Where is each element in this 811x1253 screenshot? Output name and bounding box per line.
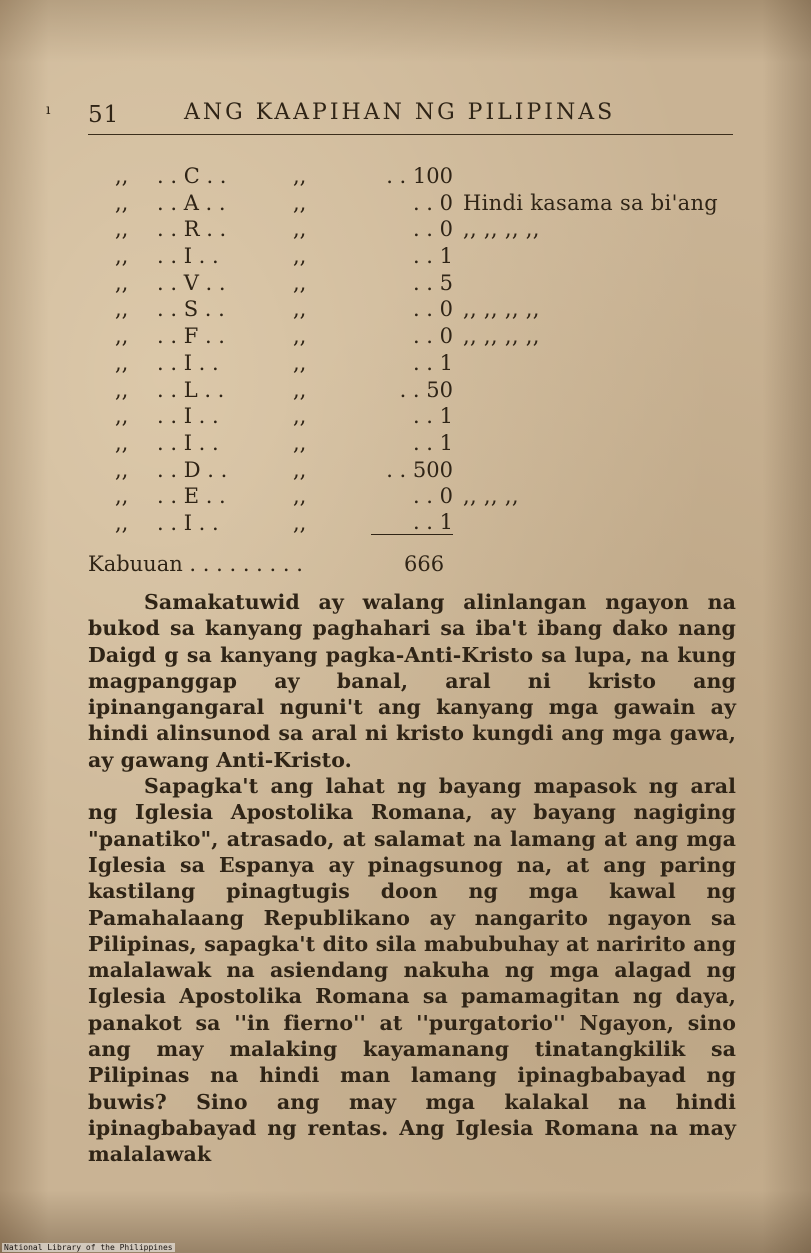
- ledger-letter: . . R . .: [157, 217, 227, 242]
- ledger-value: . . 0: [412, 190, 453, 215]
- ditto-mark: ,,: [115, 270, 129, 295]
- ledger-value: . . 0: [412, 217, 453, 242]
- ledger-note: ,, ,, ,, ,,: [463, 324, 540, 349]
- ditto-mark: ,,: [115, 164, 129, 188]
- header-rule: [88, 134, 733, 135]
- ditto-mark: ,,: [293, 164, 307, 188]
- ditto-mark: ,,: [115, 404, 129, 429]
- ledger-letter: . . F . .: [157, 324, 225, 349]
- ditto-mark: ,,: [115, 377, 129, 402]
- total-value: 666: [404, 552, 445, 576]
- ledger-note: Hindi kasama sa bi'ang: [463, 190, 719, 215]
- ledger-letter: . . C . .: [157, 164, 227, 188]
- ledger-letter: . . D . .: [157, 457, 228, 482]
- page-number: 51: [88, 102, 120, 128]
- ditto-mark: ,,: [115, 190, 129, 215]
- running-head: ANG KAAPIHAN NG PILIPINAS: [184, 100, 616, 125]
- ledger-letter: . . I . .: [157, 404, 219, 429]
- ledger-row: [115, 510, 755, 537]
- ditto-mark: ,,: [293, 324, 307, 349]
- ledger-row: [115, 350, 755, 377]
- ditto-mark: ,,: [115, 484, 129, 509]
- ledger-letter: . . I . .: [157, 350, 219, 375]
- ledger-value: . . 0: [412, 297, 453, 322]
- ledger-value: . . 100: [386, 164, 453, 188]
- ledger-row: [115, 403, 755, 430]
- ledger-value: . . 500: [386, 457, 453, 482]
- ditto-mark: ,,: [115, 350, 129, 375]
- ledger-letter: . . L . .: [157, 377, 225, 402]
- ledger-value: . . 1: [412, 430, 453, 455]
- ledger-row: [115, 296, 755, 323]
- ditto-mark: ,,: [293, 457, 307, 482]
- ledger-value: . . 50: [399, 377, 453, 402]
- ditto-mark: ,,: [293, 404, 307, 429]
- ledger-letter: . . I . .: [157, 430, 219, 455]
- ditto-mark: ,,: [293, 510, 307, 535]
- ledger-letter: . . S . .: [157, 297, 225, 322]
- ditto-mark: ,,: [115, 430, 129, 455]
- ledger-value: . . 0: [412, 484, 453, 509]
- ditto-mark: ,,: [115, 324, 129, 349]
- ditto-mark: ,,: [293, 484, 307, 509]
- ledger-note: ,, ,, ,, ,,: [463, 297, 540, 322]
- ledger-row: [115, 323, 755, 350]
- ledger-value: . . 1: [412, 244, 453, 269]
- total-label: Kabuuan . . . . . . . . .: [88, 552, 303, 576]
- ledger-letter: . . I . .: [157, 510, 219, 535]
- ledger-value: . . 1: [412, 404, 453, 429]
- paragraph: Samakatuwid ay walang alinlangan ngayon na bukod sa kanyang paghahari sa iba't ibang dako nang Daigd g sa kanyang pagka-Anti-Kristo sa lupa, na kung magpanggap ay banal, aral ni kristo ang ipinangangaral nguni't ang kanyang mga gawain ay hindi alinsunod sa aral ni kristo kungdi ang mga gawa, ay gawang Anti-Kristo.: [88, 590, 736, 772]
- ledger-value: . . 1: [371, 510, 453, 535]
- ledger-value: . . 0: [412, 324, 453, 349]
- ditto-mark: ,,: [293, 350, 307, 375]
- ledger-letter: . . V . .: [157, 270, 226, 295]
- ditto-mark: ,,: [293, 244, 307, 269]
- ledger-note: ,, ,, ,,: [463, 484, 519, 509]
- ledger-row: [115, 430, 755, 457]
- ditto-mark: ,,: [115, 297, 129, 322]
- ledger-letter: . . A . .: [157, 190, 226, 215]
- ditto-mark: ,,: [293, 190, 307, 215]
- ditto-mark: ,,: [115, 510, 129, 535]
- ledger-letter: . . I . .: [157, 244, 219, 269]
- ditto-mark: ,,: [115, 217, 129, 242]
- ledger-value: . . 1: [412, 350, 453, 375]
- ledger-row: [115, 457, 755, 484]
- ledger-row: [115, 270, 755, 297]
- ditto-mark: ,,: [293, 430, 307, 455]
- ditto-mark: ,,: [293, 217, 307, 242]
- letter-value-ledger: [115, 163, 755, 537]
- ditto-mark: ,,: [115, 244, 129, 269]
- ledger-row: [115, 243, 755, 270]
- ditto-mark: ,,: [293, 297, 307, 322]
- ditto-mark: ,,: [293, 270, 307, 295]
- ledger-row: [115, 377, 755, 404]
- ledger-row: [115, 163, 755, 190]
- ditto-mark: ,,: [293, 377, 307, 402]
- ledger-row: [115, 190, 755, 217]
- ditto-mark: ,,: [115, 457, 129, 482]
- ledger-note: ,, ,, ,, ,,: [463, 217, 540, 242]
- ledger-row: [115, 216, 755, 243]
- margin-mark: ı: [46, 102, 51, 118]
- library-credit: National Library of the Philippines: [4, 1243, 173, 1252]
- paragraph: Sapagka't ang lahat ng bayang mapasok ng aral ng Iglesia Apostolika Romana, ay bayang nagiging "panatiko", atrasado, at salamat na lamang at ang mga Iglesia sa Espanya ay pinagsunog na, at ang paring kastilang pinagtugis doon ng mga kawal ng Pamahalaang Republikano ay nangarito ngayon sa Pilipinas, sapagka't dito sila mabubuhay at naririto ang malalawak na asiendang nakuha ng mga alagad ng Iglesia Apostolika Romana sa pamamagitan ng daya, panakot sa ''in fierno'' at ''purgatorio'' Ngayon, sino ang may malaking kayamanang tinatangkilik sa Pilipinas na hindi man lamang ipinagbabayad ng buwis? Sino ang may mga kalakal na hindi ipinagbabayad ng rentas. Ang Iglesia Romana na may malalawak: [88, 774, 736, 1167]
- body-text: [88, 589, 736, 1168]
- ledger-row: [115, 483, 755, 510]
- ledger-value: . . 5: [412, 270, 453, 295]
- ledger-letter: . . E . .: [157, 484, 226, 509]
